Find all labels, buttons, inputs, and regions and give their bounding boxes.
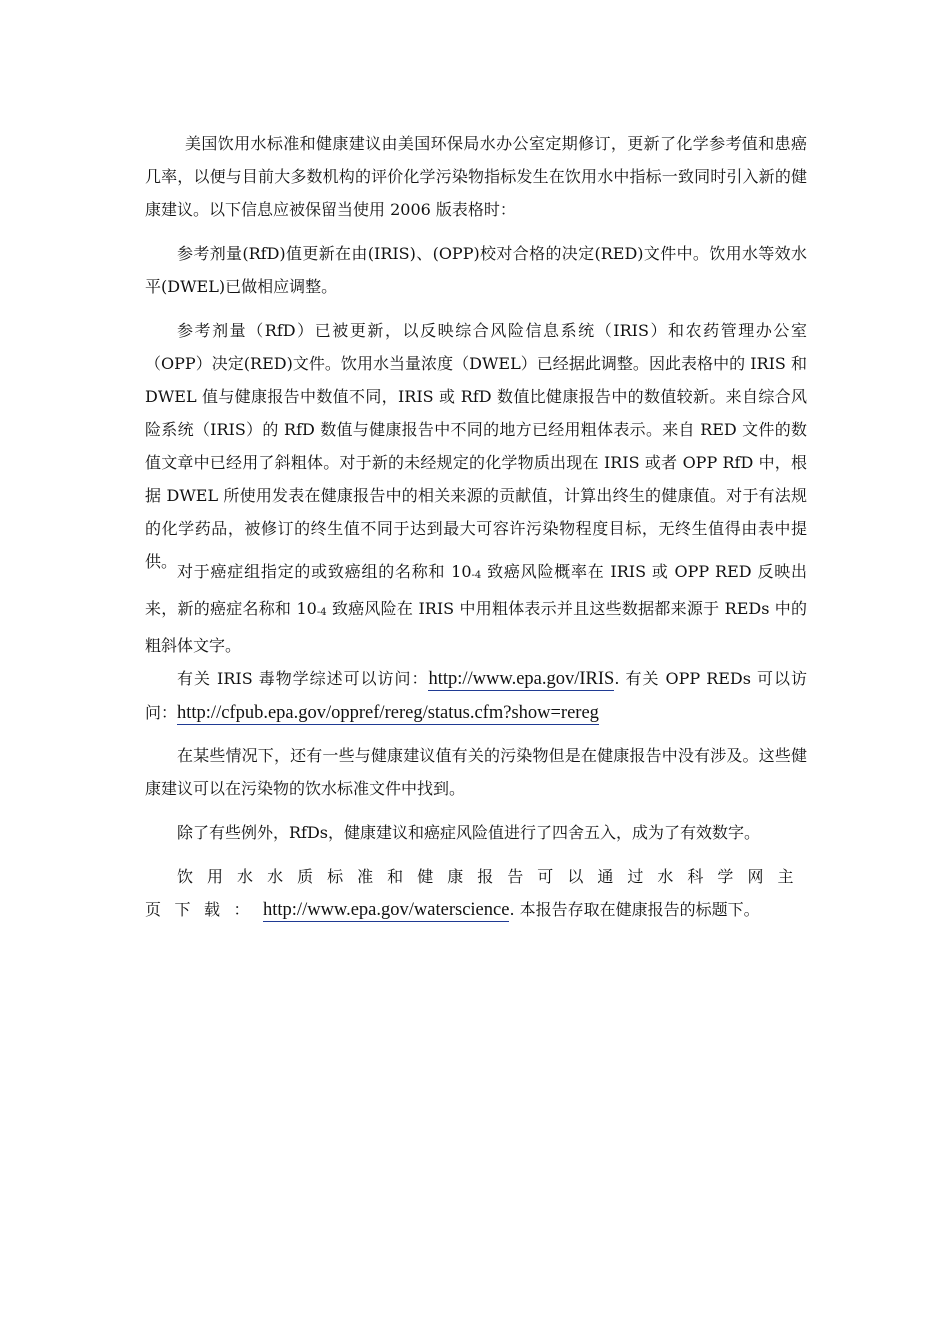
opp-text: . 有关 OPP REDs 可以访问：: [145, 669, 807, 722]
paragraph-intro: 美国饮用水标准和健康建议由美国环保局水办公室定期修订，更新了化学参考值和患癌几率，以便与目前大多数机构的评价化学污染物指标发生在饮用水中指标一致同时引入新的健康建议。以下信息应被保留当使用 2006 版表格时：: [145, 134, 807, 219]
cancer-text-b: 致癌风险概率在 IRIS 或 OPP RED 反映出来，新的癌症名称和 10: [145, 562, 807, 618]
exponent-2: -4: [316, 607, 327, 618]
paragraph-links: [145, 662, 807, 730]
paragraph-rfd-update: 参考剂量(RfD)值更新在由(IRIS)、(OPP)校对合格的决定(RED)文件中。饮用水等效水平(DWEL)已做相应调整。: [145, 244, 807, 296]
paragraph-other-contaminants: 在某些情况下，还有一些与健康建议值有关的污染物但是在健康报告中没有涉及。这些健康建议可以在污染物的饮水标准文件中找到。: [145, 746, 807, 798]
iris-link[interactable]: http://www.epa.gov/IRIS: [428, 669, 615, 689]
exponent-1: -4: [471, 570, 482, 581]
paragraph-cancer-risk: [145, 555, 807, 662]
cancer-text-a: 对于癌症组指定的或致癌组的名称和 10: [177, 562, 472, 581]
download-text-end: . 本报告存取在健康报告的标题下。: [509, 900, 760, 919]
paragraph-rounding: 除了有些例外，RfDs，健康建议和癌症风险值进行了四舍五入，成为了有效数字。: [177, 823, 761, 842]
paragraph-download: [145, 860, 807, 927]
opp-reds-link[interactable]: http://cfpub.epa.gov/oppref/rereg/status.cfm?show=rereg: [177, 703, 599, 723]
iris-text: 有关 IRIS 毒物学综述可以访问：: [177, 669, 429, 688]
paragraph-rfd-details: 参考剂量（RfD）已被更新，以反映综合风险信息系统（IRIS）和农药管理办公室（OPP）决定(RED)文件。饮用水当量浓度（DWEL）已经据此调整。因此表格中的 IRIS 和 DWEL 值与健康报告中数值不同，IRIS 或 RfD 数值比健康报告中的数值较新。来自综合风险系统（IRIS）的 RfD 数值与健康报告中不同的地方已经用粗体表示。来自 RED 文件的数值文章中已经用了斜粗体。对于新的未经规定的化学物质出现在 IRIS 或者 OPP RfD 中，根据 DWEL 所使用发表在健康报告中的相关来源的贡献值，计算出终生的健康值。对于有法规的化学药品，被修订的终生值不同于达到最大可容许污染物程度目标，无终生值得由表中提供。: [145, 321, 807, 571]
cancer-text-c: 致癌风险在 IRIS 中用粗体表示并且这些数据都来源于 REDs 中的粗斜体文字。: [145, 599, 807, 655]
waterscience-link[interactable]: http://www.epa.gov/waterscience: [263, 900, 510, 920]
download-text: 饮用水水质标准和健康报告可以通过水科学网主页下载：: [145, 867, 807, 919]
